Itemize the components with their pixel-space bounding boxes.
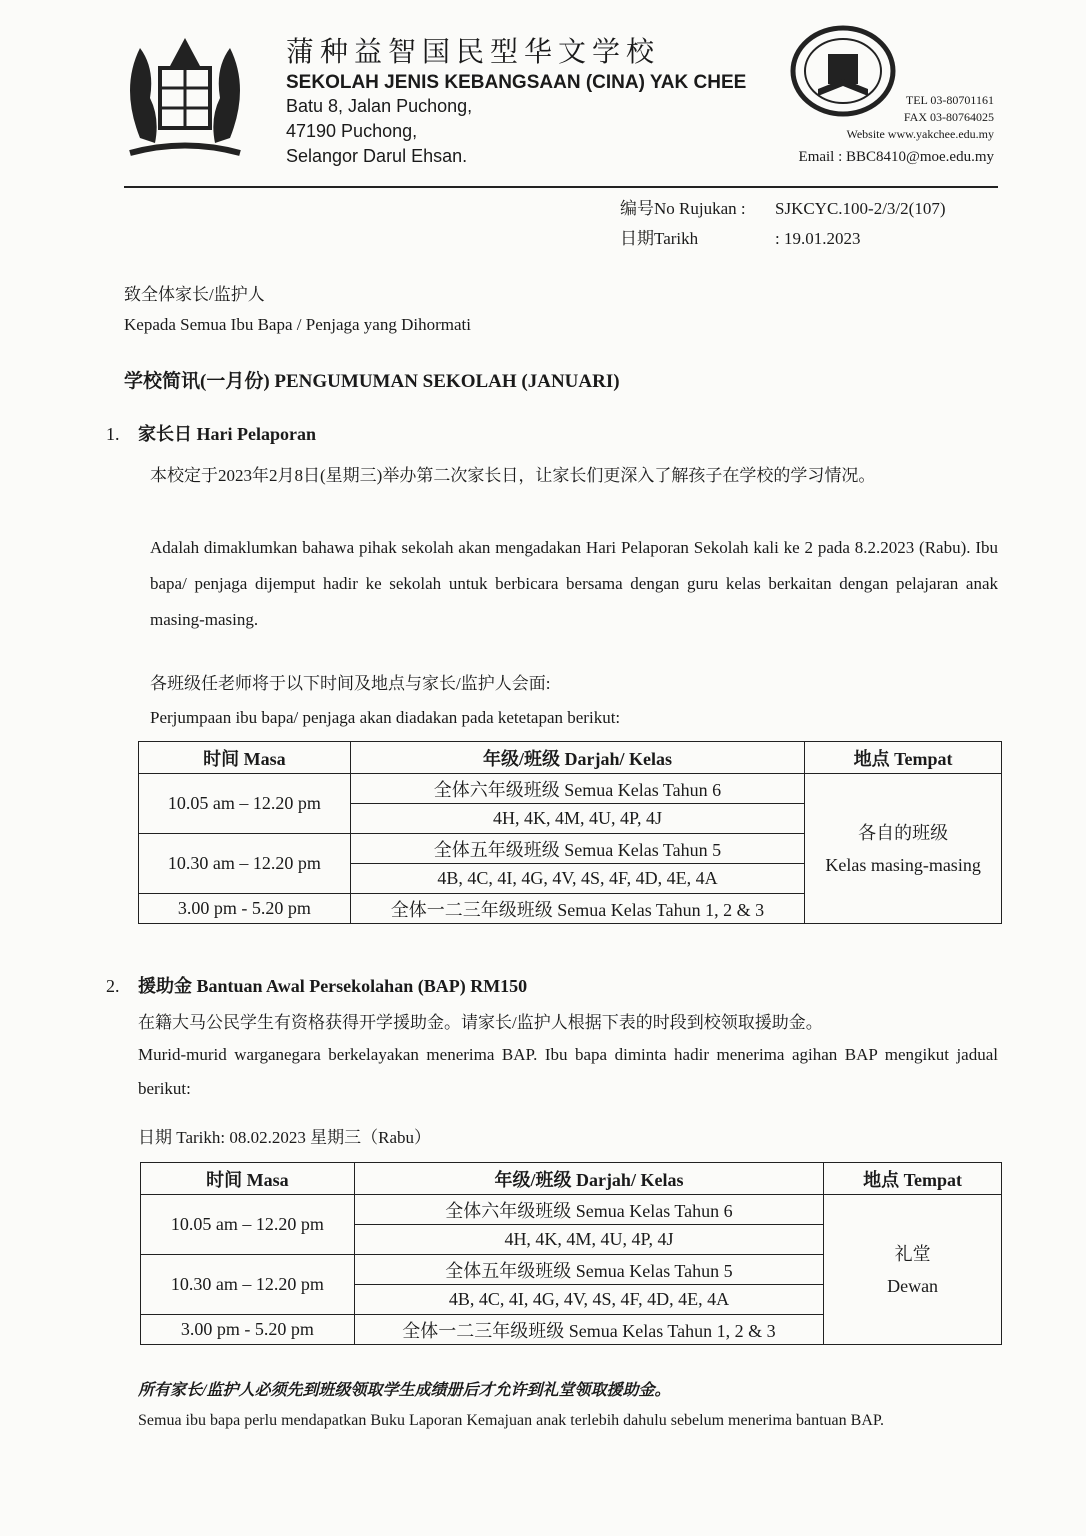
bap-table	[140, 1162, 1002, 1345]
tel-text: TEL 03-80701161	[905, 93, 994, 107]
email-text: Email : BBC8410@moe.edu.my	[798, 149, 994, 165]
school-header	[286, 30, 746, 169]
table-2-location	[824, 1195, 1002, 1345]
table-1-header-class: 年级/班级 Darjah/ Kelas	[350, 742, 804, 774]
table-1-header-time: 时间 Masa	[139, 742, 351, 774]
table-row-class: 全体五年级班级 Semua Kelas Tahun 5	[354, 1255, 823, 1285]
reference-block	[620, 194, 945, 254]
table-row-time: 10.30 am – 12.20 pm	[141, 1255, 355, 1315]
table-row-class: 全体一二三年级班级 Semua Kelas Tahun 1, 2 & 3	[354, 1315, 823, 1345]
table-row-class: 4B, 4C, 4I, 4G, 4V, 4S, 4F, 4D, 4E, 4A	[350, 864, 804, 894]
website-text: Website www.yakchee.edu.my	[846, 127, 994, 141]
salutation-cn: 致全体家长/监护人	[124, 285, 265, 304]
bap-note-ms: Semua ibu bapa perlu mendapatkan Buku Laporan Kemajuan anak terlebih dahulu sebelum menerima bantuan BAP.	[138, 1412, 884, 1429]
table-2-header-class: 年级/班级 Darjah/ Kelas	[354, 1163, 823, 1195]
address-line-2: 47190 Puchong,	[286, 121, 418, 141]
ref-label: 编号No Rujukan :	[620, 199, 746, 218]
section-1-title	[106, 420, 316, 446]
announcement-title: 学校简讯(一月份) PENGUMUMAN SEKOLAH (JANUARI)	[124, 371, 620, 392]
address-line-1: Batu 8, Jalan Puchong,	[286, 96, 473, 116]
location-ms: Kelas masing-masing	[825, 854, 981, 875]
salutation	[124, 280, 471, 340]
table-row-class: 4H, 4K, 4M, 4U, 4P, 4J	[354, 1225, 823, 1255]
table-row-time: 3.00 pm - 5.20 pm	[139, 894, 351, 924]
location-cn: 各自的班级	[858, 822, 949, 843]
header-divider	[124, 186, 998, 188]
section-1-para-ms: Adalah dimaklumkan bahawa pihak sekolah akan mengadakan Hari Pelaporan Sekolah kali ke 2 pada 8.2.2023 (Rabu). Ibu bapa/ penjaga dijemput hadir ke sekolah untuk berbicara bersama dengan guru kelas berkaitan dengan pelajaran anak masing-masing.	[150, 538, 998, 629]
school-name-cn: 蒲种益智国民型华文学校	[286, 35, 661, 68]
address-line-3: Selangor Darul Ehsan.	[286, 146, 468, 166]
section-1-para-cn: 本校定于2023年2月8日(星期三)举办第二次家长日，让家长们更深入了解孩子在学校的学习情况。	[150, 466, 876, 485]
section-1-title-text: 家长日 Hari Pelaporan	[138, 424, 316, 444]
table-2-header-time: 时间 Masa	[141, 1163, 355, 1195]
bap-note	[138, 1376, 998, 1436]
table-row-time: 10.30 am – 12.20 pm	[139, 834, 351, 894]
section-2-para-ms: Murid-murid warganegara berkelayakan menerima BAP. Ibu bapa diminta hadir menerima agihan BAP mengikut jadual berikut:	[138, 1045, 998, 1098]
ref-value: SJKCYC.100-2/3/2(107)	[775, 199, 946, 218]
table-row-time: 10.05 am – 12.20 pm	[139, 774, 351, 834]
date-label: 日期Tarikh	[620, 229, 699, 248]
bap-date-line: 日期 Tarikh: 08.02.2023 星期三（Rabu）	[138, 1128, 431, 1147]
school-name-en: SEKOLAH JENIS KEBANGSAAN (CINA) YAK CHEE	[286, 72, 747, 93]
salutation-ms: Kepada Semua Ibu Bapa / Penjaga yang Dihormati	[124, 315, 471, 334]
section-2-title-text: 援助金 Bantuan Awal Persekolahan (BAP) RM150	[138, 976, 528, 996]
date-value: : 19.01.2023	[775, 229, 861, 248]
location-ms: Dewan	[887, 1275, 939, 1296]
table-row-class: 全体一二三年级班级 Semua Kelas Tahun 1, 2 & 3	[350, 894, 804, 924]
bap-note-cn: 所有家长/监护人必须先到班级领取学生成绩册后才允许到礼堂领取援助金。	[138, 1382, 671, 1399]
table-row-class: 全体六年级班级 Semua Kelas Tahun 6	[354, 1195, 823, 1225]
table-row-time: 3.00 pm - 5.20 pm	[141, 1315, 355, 1345]
table-row-class: 全体五年级班级 Semua Kelas Tahun 5	[350, 834, 804, 864]
section-1-intro-cn: 各班级任老师将于以下时间及地点与家长/监护人会面:	[150, 674, 551, 693]
table-row-time: 10.05 am – 12.20 pm	[141, 1195, 355, 1255]
malaysia-crest-icon	[100, 28, 270, 168]
table-row-class: 4B, 4C, 4I, 4G, 4V, 4S, 4F, 4D, 4E, 4A	[354, 1285, 823, 1315]
reporting-day-table	[138, 741, 1002, 924]
section-1-intro-ms: Perjumpaan ibu bapa/ penjaga akan diadakan pada ketetapan berikut:	[150, 708, 621, 727]
section-2-number: 2.	[106, 976, 120, 996]
section-2-para-cn: 在籍大马公民学生有资格获得开学援助金。请家长/监护人根据下表的时段到校领取援助金。	[138, 1013, 823, 1032]
section-2-title	[106, 972, 527, 998]
contact-block	[799, 92, 994, 166]
table-row-class: 全体六年级班级 Semua Kelas Tahun 6	[350, 774, 804, 804]
table-2-header-location: 地点 Tempat	[824, 1163, 1002, 1195]
location-cn: 礼堂	[894, 1243, 931, 1264]
table-row-class: 4H, 4K, 4M, 4U, 4P, 4J	[350, 804, 804, 834]
section-1-number: 1.	[106, 424, 120, 444]
fax-text: FAX 03-80764025	[903, 110, 994, 124]
table-1-location	[805, 774, 1002, 924]
table-1-header-location: 地点 Tempat	[805, 742, 1002, 774]
